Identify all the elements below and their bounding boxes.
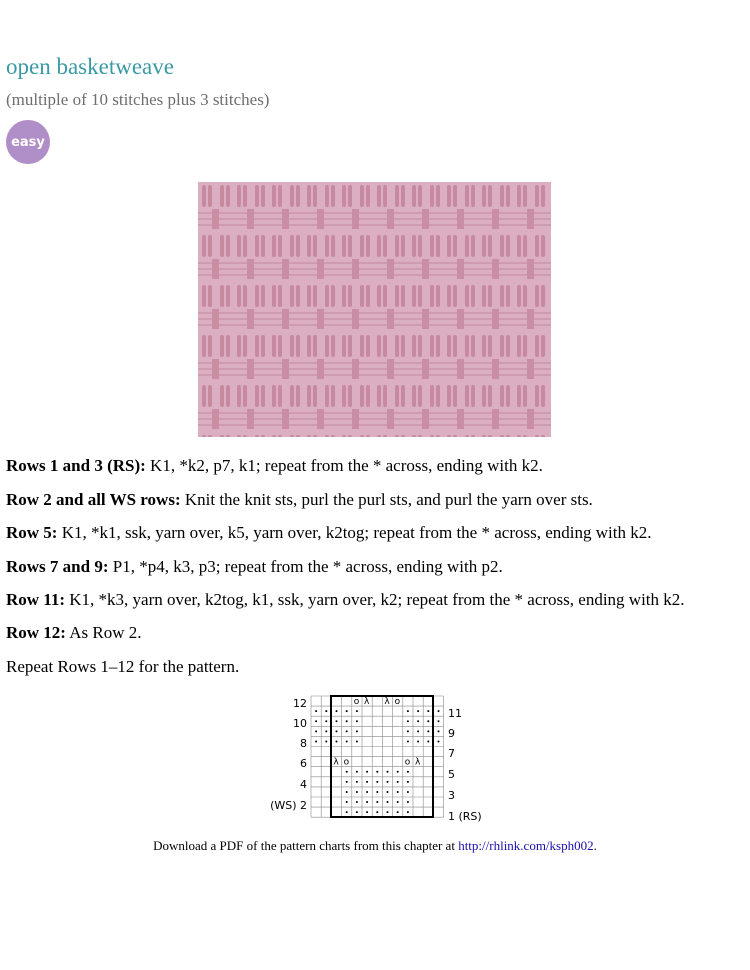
- chart-row-label: 9: [448, 727, 455, 740]
- chart-row-label: (WS) 2: [270, 799, 307, 812]
- difficulty-badge-label: easy: [11, 134, 45, 150]
- instruction-row-2: Row 2 and all WS rows: Knit the knit sts, purl the purl sts, and purl the yarn over sts.: [6, 490, 593, 509]
- chart-row-label: 10: [293, 717, 307, 730]
- chart-row-label: 11: [448, 707, 462, 720]
- chart-row-label: 3: [448, 789, 455, 802]
- chart-row-label: 4: [300, 778, 307, 791]
- chart-row-label: 7: [448, 747, 455, 760]
- instruction-rows-7-9: Rows 7 and 9: P1, *p4, k3, p3; repeat from the * across, ending with p2.: [6, 557, 503, 576]
- svg-text:λ: λ: [384, 697, 390, 707]
- instruction-rows-1-3: Rows 1 and 3 (RS): K1, *k2, p7, k1; repeat from the * across, ending with k2.: [6, 456, 543, 475]
- knit-swatch-texture: [198, 182, 551, 437]
- stitch-chart-grid: [265, 694, 485, 824]
- svg-text:o: o: [343, 757, 350, 768]
- svg-text:λ: λ: [415, 757, 421, 768]
- chart-row-label: 1 (RS): [448, 810, 482, 823]
- chart-row-label: 6: [300, 757, 307, 770]
- download-link[interactable]: http://rhlink.com/ksph002: [458, 838, 594, 853]
- svg-text:o: o: [394, 697, 401, 707]
- instruction-row-11: Row 11: K1, *k3, yarn over, k2tog, k1, ssk, yarn over, k2; repeat from the * across, ending with k2.: [6, 590, 685, 609]
- instruction-row-5: Row 5: K1, *k1, ssk, yarn over, k5, yarn over, k2tog; repeat from the * across, ending with k2.: [6, 523, 652, 542]
- download-caption: Download a PDF of the pattern charts from this chapter at http://rhlink.com/ksph002.: [153, 838, 597, 853]
- svg-text:λ: λ: [364, 697, 370, 707]
- chart-row-label: 5: [448, 768, 455, 781]
- knit-swatch-photo: [198, 182, 551, 437]
- chart-row-label: 8: [300, 737, 307, 750]
- pattern-subtitle: (multiple of 10 stitches plus 3 stitches): [6, 90, 270, 109]
- svg-text:λ: λ: [333, 757, 339, 768]
- svg-text:o: o: [353, 697, 360, 707]
- svg-text:o: o: [404, 757, 411, 768]
- chart-row-label: 12: [293, 697, 307, 710]
- difficulty-badge: [6, 120, 50, 164]
- pattern-title: open basketweave: [6, 54, 174, 79]
- instruction-row-12: Row 12: As Row 2.: [6, 623, 142, 642]
- stitch-chart: [265, 694, 485, 824]
- instruction-repeat: Repeat Rows 1–12 for the pattern.: [6, 657, 240, 676]
